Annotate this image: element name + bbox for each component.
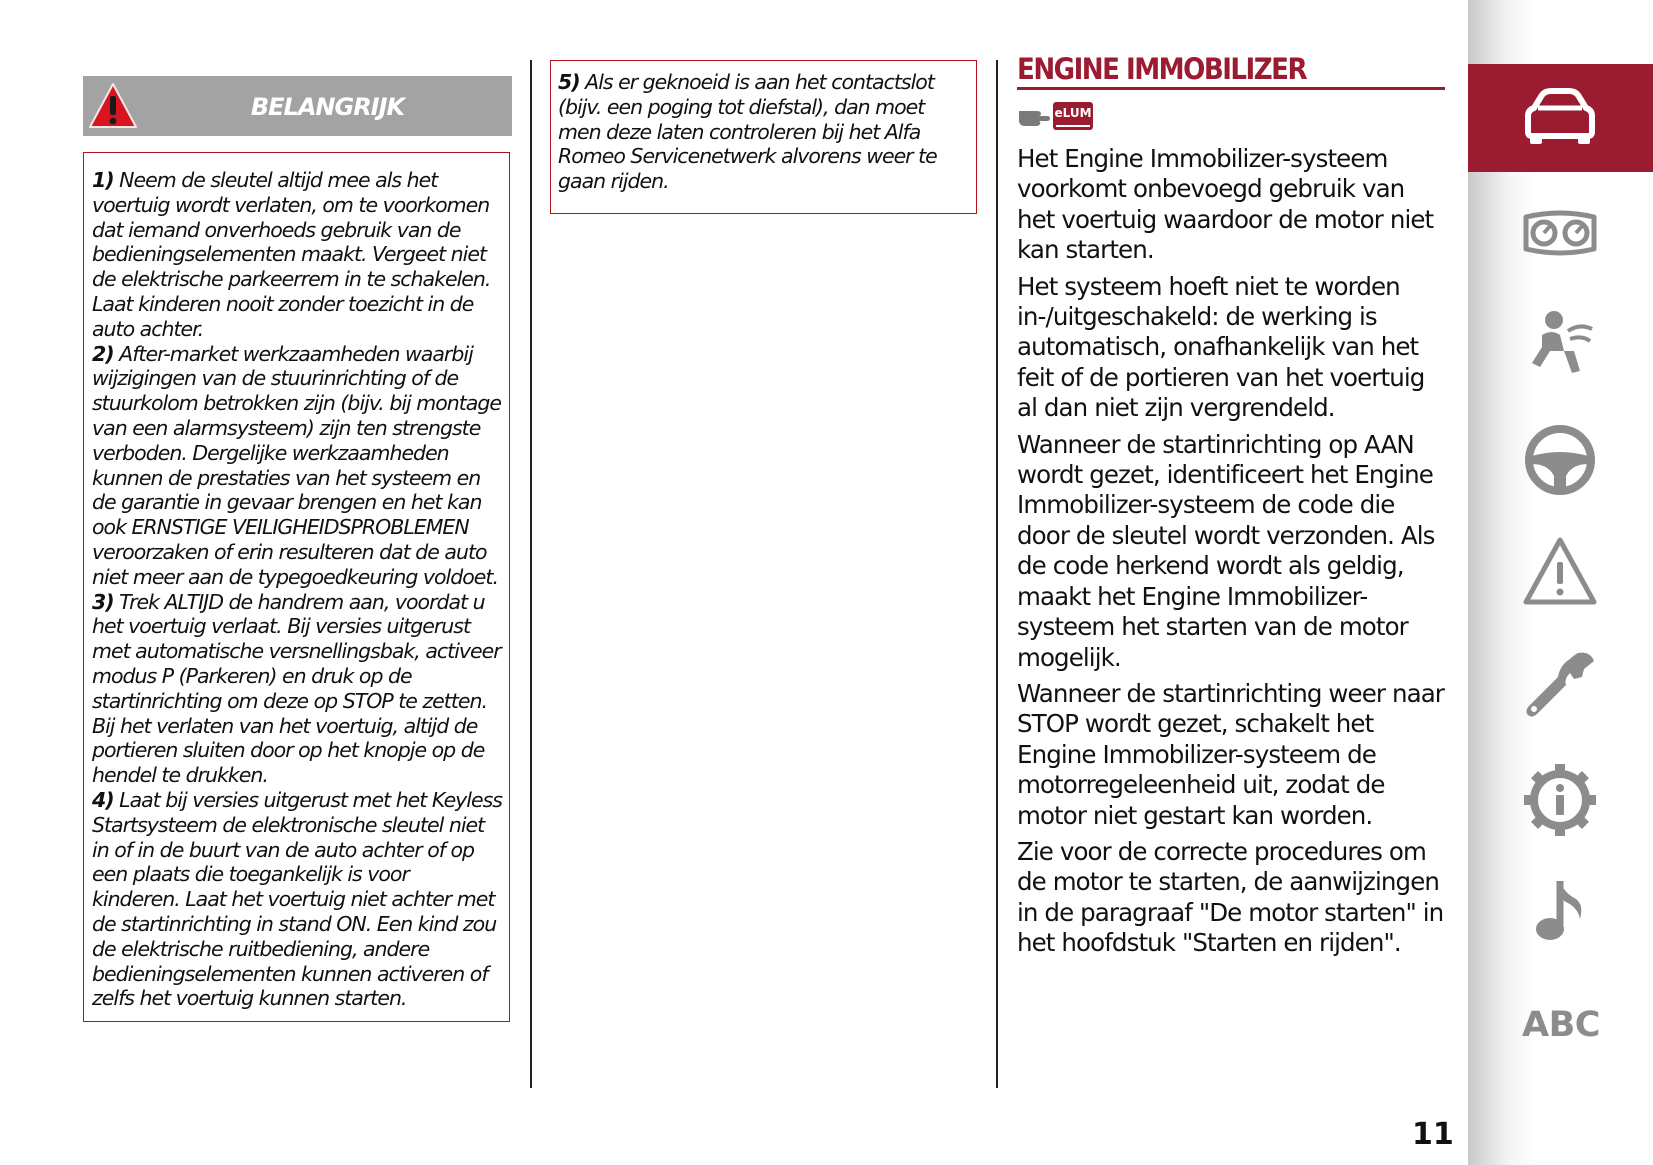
column-divider-right bbox=[996, 60, 998, 1088]
car-icon[interactable] bbox=[1520, 78, 1600, 158]
note-text: Als er geknoeid is aan het contactslot (bijv. een poging tot diefstal), dan moet men deze laten controleren bij het Alfa Romeo Servicenetwerk alvorens weer te gaan rijden. bbox=[558, 70, 937, 194]
note-number: 1) bbox=[92, 168, 114, 192]
warning-header bbox=[83, 76, 512, 136]
section-paragraph: Het Engine Immobilizer-systeem voorkomt onbevoegd gebruik van het voertuig waardoor de motor niet kan starten. bbox=[1017, 144, 1434, 265]
note-text: Trek ALTIJD de handrem aan, voordat u het voertuig verlaat. Bij versies uitgerust met automatische versnellingsbak, activeer modus P (Parkeren) en druk op de startinrichting om deze op STOP te zetten. Bij het verlaten van het voertuig, altijd de portieren sluiten door op het knopje op de hendel te drukken. bbox=[92, 589, 501, 788]
note-number: 3) bbox=[92, 589, 114, 614]
warning-note-5 bbox=[558, 70, 969, 194]
column-divider-left bbox=[530, 60, 532, 1088]
steering-wheel-icon[interactable] bbox=[1520, 420, 1600, 500]
music-note-icon[interactable] bbox=[1520, 873, 1600, 953]
warning-title: BELANGRIJK bbox=[250, 93, 405, 121]
section-paragraph: Wanneer de startinrichting weer naar STOP wordt gezet, schakelt het Engine Immobilizer-systeem de motorregeleenheid uit, zodat de motor niet gestart kan worden. bbox=[1017, 678, 1444, 830]
warning-note-2 bbox=[92, 342, 502, 590]
section-paragraph: Het systeem hoeft niet te worden in-/uitgeschakeld: de werking is automatisch, onafhankelijk van het feit of de portieren van het voertuig al dan niet zijn vergrendeld. bbox=[1017, 271, 1425, 423]
elum-badge: eLUM bbox=[1053, 102, 1093, 130]
note-text: Laat bij versies uitgerust met het Keyless Startsysteem de elektronische sleutel niet in of in de buurt van de auto achter of op een plaats die toegankelijk is voor kinderen. Laat het voertuig niet achter met de startinrichting in stand ON. Een kind zou de elektrische ruitbediening, andere bedieningselementen kunnen activeren of zelfs het voertuig kunnen starten. bbox=[92, 787, 502, 1011]
warning-note-3 bbox=[92, 590, 502, 788]
pointing-hand-icon bbox=[1017, 105, 1051, 127]
gear-info-icon[interactable] bbox=[1520, 760, 1600, 840]
section-title-rule bbox=[1017, 87, 1445, 90]
warning-triangle-icon[interactable] bbox=[1520, 532, 1600, 612]
section-body bbox=[1017, 144, 1447, 965]
airbag-occupant-icon[interactable] bbox=[1520, 305, 1600, 385]
warning-note-4 bbox=[92, 788, 502, 1011]
abc-index-link[interactable]: ABC bbox=[1522, 1005, 1600, 1045]
section-symbols bbox=[1017, 102, 1097, 132]
note-number: 4) bbox=[92, 787, 114, 812]
note-number: 2) bbox=[92, 341, 114, 366]
note-5-box bbox=[550, 60, 977, 214]
warning-note-1 bbox=[92, 168, 502, 342]
note-number: 5) bbox=[558, 70, 580, 94]
section-title: ENGINE IMMOBILIZER bbox=[1017, 52, 1307, 86]
section-paragraph: Zie voor de correcte procedures om de motor te starten, de aanwijzingen in de paragraaf "De motor starten" in het hoofdstuk "Starten en rijden". bbox=[1017, 836, 1444, 958]
section-paragraph: Wanneer de startinrichting op AAN wordt gezet, identificeert het Engine Immobilizer-systeem de code die door de sleutel wordt verzonden. Als de code herkend wordt als geldig, maakt het Engine Immobilizer-systeem het starten van de motor mogelijk. bbox=[1017, 429, 1435, 672]
dashboard-gauges-icon[interactable] bbox=[1520, 195, 1600, 275]
page-number: 11 bbox=[1412, 1117, 1454, 1152]
wrench-icon[interactable] bbox=[1520, 645, 1600, 725]
note-text: After-market werkzaamheden waarbij wijzigingen van de stuurinrichting of de stuurkolom betrokken zijn (bijv. bij montage van een alarmsysteem) zijn ten strengste verboden. Dergelijke werkzaamheden kunnen de prestaties van het systeem en de garantie in gevaar brengen en het kan ook ERNSTIGE VEILIGHEIDSPROBLEMEN veroorzaken of erin resulteren dat de auto niet meer aan de typegoedkeuring voldoet. bbox=[92, 341, 501, 589]
note-text: Neem de sleutel altijd mee als het voertuig wordt verlaten, om te voorkomen dat iemand onverhoeds gebruik van de bedieningselementen maakt. Vergeet niet de elektrische parkeerrem in te schakelen. Laat kinderen nooit zonder toezicht in de auto achter. bbox=[92, 168, 491, 341]
warning-box bbox=[83, 152, 510, 1022]
